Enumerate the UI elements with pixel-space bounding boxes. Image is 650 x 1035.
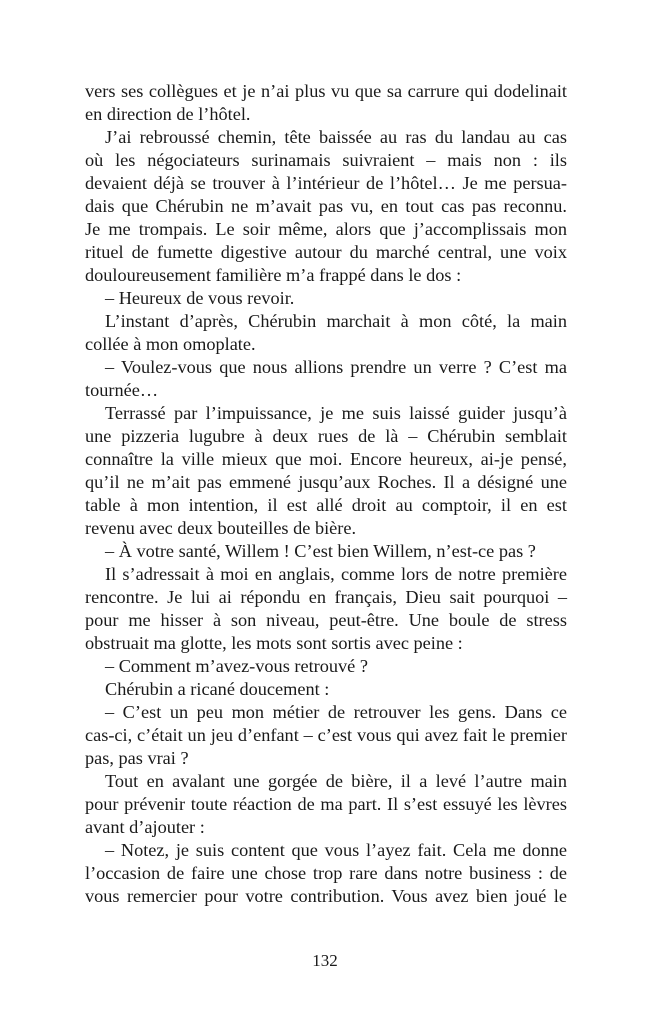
text-line: Chérubin a ricané doucement : [105, 679, 330, 699]
text-line: connaître la ville mieux que moi. Encore heureux, ai-je pensé, [85, 449, 567, 469]
text-line: L’instant d’après, Chérubin marchait à mon côté, la main [105, 311, 567, 331]
text-line: collée à mon omoplate. [85, 334, 256, 354]
text-line: qu’il ne m’ait pas emmené jusqu’aux Roches. Il a désigné une [85, 472, 567, 492]
text-line: – À votre santé, Willem ! C’est bien Willem, n’est-ce pas ? [105, 541, 536, 561]
text-line: vous remercier pour votre contribution. Vous avez bien joué le [85, 886, 567, 906]
text-line: cas-ci, c’était un jeu d’enfant – c’est vous qui avez fait le premier [85, 725, 567, 745]
body-text [85, 80, 567, 908]
text-line: pas, pas vrai ? [85, 748, 189, 768]
text-line: rituel de fumette digestive autour du marché central, une voix [85, 242, 567, 262]
page-number: 132 [312, 951, 338, 970]
text-line: – Voulez-vous que nous allions prendre un verre ? C’est ma [105, 357, 567, 377]
text-line: J’ai rebroussé chemin, tête baissée au ras du landau au cas [105, 127, 567, 147]
text-line: – Heureux de vous revoir. [105, 288, 295, 308]
text-line: revenu avec deux bouteilles de bière. [85, 518, 357, 538]
text-line: obstruait ma glotte, les mots sont sortis avec peine : [85, 633, 463, 653]
text-line: en direction de l’hôtel. [85, 104, 251, 124]
text-line: – C’est un peu mon métier de retrouver les gens. Dans ce [105, 702, 567, 722]
text-line: – Comment m’avez-vous retrouvé ? [105, 656, 368, 676]
text-line: l’occasion de faire une chose trop rare dans notre business : de [85, 863, 567, 883]
text-line: pour prévenir toute réaction de ma part. Il s’est essuyé les lèvres [85, 794, 567, 814]
text-line: rencontre. Je lui ai répondu en français, Dieu sait pourquoi – [85, 587, 567, 607]
text-line: vers ses collègues et je n’ai plus vu que sa carrure qui dodelinait [85, 81, 567, 101]
text-line: – Notez, je suis content que vous l’ayez fait. Cela me donne [105, 840, 567, 860]
text-line: douloureusement familière m’a frappé dans le dos : [85, 265, 462, 285]
text-line: dais que Chérubin ne m’avait pas vu, en tout cas pas reconnu. [85, 196, 567, 216]
text-line: table à mon intention, il est allé droit au comptoir, il en est [85, 495, 567, 515]
text-line: Terrassé par l’impuissance, je me suis laissé guider jusqu’à [105, 403, 567, 423]
text-line: Je me trompais. Le soir même, alors que j’accomplissais mon [85, 219, 567, 239]
text-line: Tout en avalant une gorgée de bière, il a levé l’autre main [105, 771, 567, 791]
text-line: tournée… [85, 380, 159, 400]
text-line: où les négociateurs surinamais suivraient – mais non : ils [85, 150, 567, 170]
text-line: une pizzeria lugubre à deux rues de là – Chérubin semblait [85, 426, 567, 446]
text-line: pour me hisser à son niveau, peut-être. Une boule de stress [85, 610, 567, 630]
text-line: Il s’adressait à moi en anglais, comme lors de notre première [105, 564, 567, 584]
text-line: avant d’ajouter : [85, 817, 205, 837]
text-line: devaient déjà se trouver à l’intérieur de l’hôtel… Je me persua- [85, 173, 567, 193]
